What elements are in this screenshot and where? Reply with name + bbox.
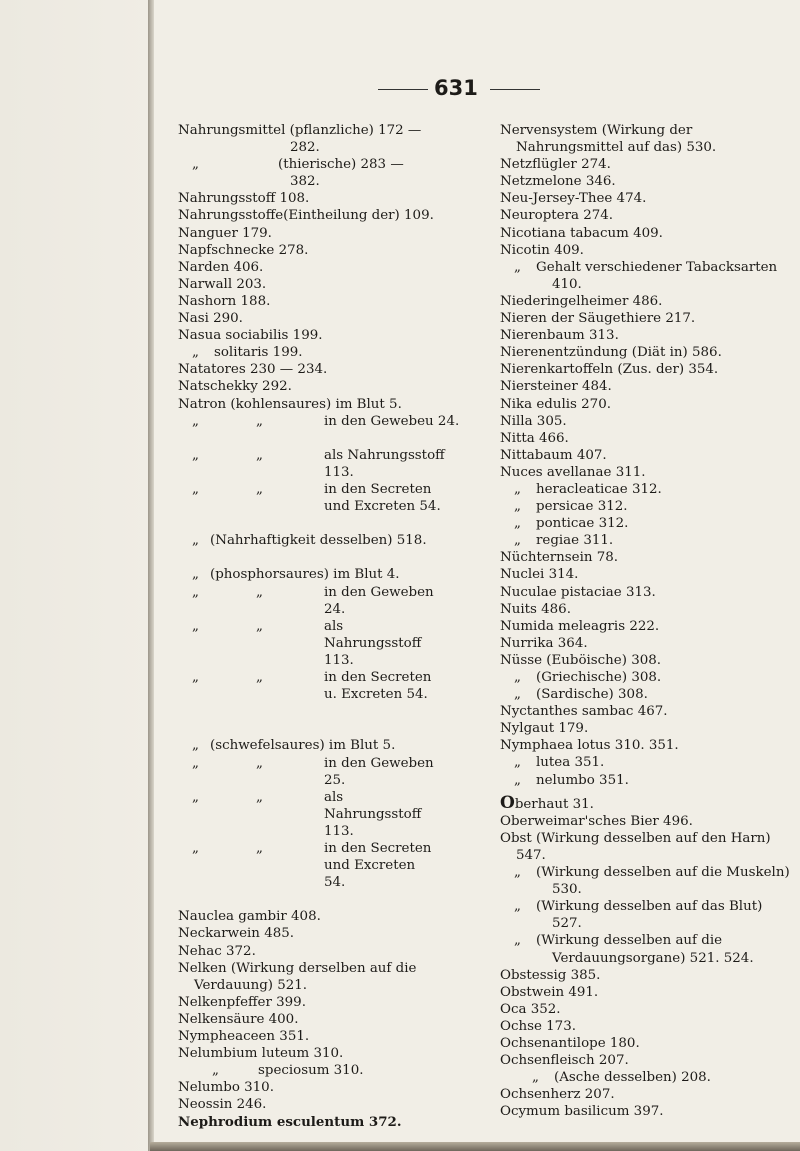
ditto-mark: „ <box>514 755 521 771</box>
ditto-mark: „ <box>514 533 521 549</box>
index-entry: Ochsenfleisch 207. <box>500 1053 629 1069</box>
index-entry: Nylgaut 179. <box>500 721 589 737</box>
ditto-mark: „ <box>514 687 521 703</box>
index-entry: Ochsenherz 207. <box>500 1087 615 1103</box>
page-number: 631 <box>434 76 478 100</box>
book-spine <box>148 0 154 1151</box>
ditto-mark: „ <box>256 584 263 600</box>
ditto-mark: „ <box>256 789 263 805</box>
header-rule-left <box>378 89 428 90</box>
index-entry: heracleaticae 312. <box>536 481 662 497</box>
index-entry: Netzflügler 274. <box>500 157 611 173</box>
index-entry: Nympheaceen 351. <box>178 1029 310 1045</box>
index-entry: Nicotiana tabacum 409. <box>500 225 663 241</box>
ditto-mark: „ <box>532 1070 539 1086</box>
index-entry: Neossin 246. <box>178 1097 267 1113</box>
ditto-mark: „ <box>514 259 521 275</box>
natron-sub <box>178 413 483 447</box>
ditto-mark: „ <box>192 533 199 549</box>
index-entry: Neuroptera 274. <box>500 208 614 224</box>
ditto-mark: „ <box>256 413 263 429</box>
ditto-mark: „ <box>192 567 199 583</box>
index-entry: Nuculae pistaciae 313. <box>500 584 656 600</box>
ditto-mark: „ <box>256 618 263 634</box>
index-entry: Numida meleagris 222. <box>500 618 660 634</box>
natron-sub <box>178 447 483 481</box>
natron-sub <box>178 532 483 566</box>
index-entry: Nittabaum 407. <box>500 447 607 463</box>
index-entry: Neckarwein 485. <box>178 926 295 942</box>
index-entry: (phosphorsaures) im Blut 4. <box>210 567 400 583</box>
index-entry: Netzmelone 346. <box>500 174 616 190</box>
index-entry: ponticae 312. <box>536 516 629 532</box>
index-column-left <box>178 122 483 1131</box>
index-entry: Nelumbium luteum 310. <box>178 1046 344 1062</box>
index-entry: Nervensystem (Wirkung der Nahrungsmittel auf das) 530. <box>500 123 717 156</box>
ditto-mark: „ <box>256 670 263 686</box>
index-entry: Nilla 305. <box>500 413 567 429</box>
ditto-mark: „ <box>514 516 521 532</box>
ditto-mark: „ <box>192 413 199 429</box>
index-entry: Nelken (Wirkung derselben auf die Verdauung) 521. <box>178 960 417 993</box>
index-entry: Nelkenpfeffer 399. <box>178 994 306 1010</box>
index-entry: in den Secreten und Excreten 54. <box>324 841 432 891</box>
natron-sub <box>178 566 483 583</box>
index-entry: in den Secreten und Excreten 54. <box>324 481 441 515</box>
natron-sub <box>178 618 483 669</box>
index-entry: Nuces avellanae 311. <box>500 464 646 480</box>
index-entry: als Nahrungsstoff 113. <box>324 618 422 668</box>
index-entry: Nehac 372. <box>178 943 256 959</box>
index-entry: Obst (Wirkung desselben auf den Harn) 547. <box>500 830 771 863</box>
ditto-mark: „ <box>192 670 199 686</box>
ditto-mark: „ <box>514 670 521 685</box>
index-entry: Nuclei 314. <box>500 567 579 583</box>
index-entry-cont: 382. <box>290 174 320 190</box>
index-entry: Nieren der Säugethiere 217. <box>500 311 696 327</box>
index-entry: in den Gewebeu 24. <box>324 413 460 429</box>
index-entry: (Asche desselben) 208. <box>554 1070 711 1086</box>
ditto-mark: „ <box>514 865 521 881</box>
index-entry: Nyctanthes sambac 467. <box>500 704 668 720</box>
index-entry: (schwefelsaures) im Blut 5. <box>210 738 396 754</box>
index-entry: (Griechische) 308. <box>536 670 662 685</box>
index-entry: Nephrodium esculentum 372. <box>178 1113 402 1130</box>
natron-sub <box>178 789 483 840</box>
ditto-mark: „ <box>192 481 199 497</box>
index-entry: in den Geweben 24. <box>324 584 434 617</box>
index-entry: persicae 312. <box>536 499 628 515</box>
index-entry: Nahrungsmittel (pflanzliche) 172 — <box>178 123 422 138</box>
ditto-mark: „ <box>256 447 263 463</box>
index-entry: Nüchternsein 78. <box>500 550 619 566</box>
natron-sub <box>178 584 483 618</box>
index-entry: Nahrungsstoff 108. <box>178 191 310 207</box>
index-entry: regiae 311. <box>536 533 614 549</box>
index-entry: Nuits 486. <box>500 601 571 617</box>
index-entry: Nicotin 409. <box>500 242 584 258</box>
index-entry: Narwall 203. <box>178 276 267 292</box>
index-entry: Nasua sociabilis 199. <box>178 328 323 344</box>
index-entry: Nauclea gambir 408. <box>178 909 321 925</box>
index-entry: speciosum 310. <box>258 1063 364 1079</box>
natron-sub <box>178 669 483 737</box>
section-initial: O <box>500 792 515 813</box>
index-entry: Oberweimar'sches Bier 496. <box>500 813 693 829</box>
index-entry: Ochse 173. <box>500 1018 576 1034</box>
ditto-mark: „ <box>192 841 199 856</box>
index-entry: Gehalt verschiedener Tabacksarten 410. <box>536 259 778 292</box>
index-entry: berhaut 31. <box>514 796 594 812</box>
ditto-mark: „ <box>256 755 263 771</box>
index-entry: (Wirkung desselben auf die Muskeln) 530. <box>536 865 790 898</box>
index-entry: Nelkensäure 400. <box>178 1011 299 1027</box>
index-entry: Natatores 230 — 234. <box>178 362 328 378</box>
ditto-mark: „ <box>192 447 199 463</box>
index-entry: Natschekky 292. <box>178 379 292 395</box>
index-entry: Narden 406. <box>178 259 264 275</box>
ditto-mark: „ <box>514 499 521 515</box>
index-entry: Nüsse (Euböische) 308. <box>500 652 662 668</box>
page-bottom-edge <box>150 1142 800 1151</box>
index-entry: Niederingelheimer 486. <box>500 293 663 309</box>
index-entry: in den Geweben 25. <box>324 755 434 788</box>
index-entry: Napfschnecke 278. <box>178 242 309 258</box>
ditto-mark: „ <box>514 772 521 788</box>
index-entry: Natron (kohlensaures) im Blut 5. <box>178 396 402 412</box>
facing-page-bleed <box>0 0 150 1151</box>
index-entry: Nierenentzündung (Diät in) 586. <box>500 345 722 361</box>
ditto-mark: „ <box>192 738 199 754</box>
ditto-mark: „ <box>514 933 521 949</box>
index-entry: Oca 352. <box>500 1001 561 1017</box>
index-entry: Ochsenantilope 180. <box>500 1035 640 1051</box>
index-entry: Obstessig 385. <box>500 967 601 983</box>
index-entry: in den Secreten u. Excreten 54. <box>324 670 432 703</box>
ditto-mark: „ <box>514 481 521 497</box>
ditto-mark: „ <box>192 345 199 361</box>
natron-sub <box>178 840 483 908</box>
index-entry: Nashorn 188. <box>178 293 271 309</box>
ditto-mark: „ <box>256 481 263 497</box>
index-entry: Nurrika 364. <box>500 635 588 651</box>
index-entry: Obstwein 491. <box>500 984 599 1000</box>
ditto-mark: „ <box>192 584 199 600</box>
index-entry: als Nahrungsstoff 113. <box>324 447 445 480</box>
index-entry: Ocymum basilicum 397. <box>500 1104 664 1120</box>
index-entry: Niersteiner 484. <box>500 379 612 395</box>
ditto-mark: „ <box>192 755 199 771</box>
ditto-mark: „ <box>212 1063 219 1079</box>
index-entry: Nierenbaum 313. <box>500 328 619 344</box>
index-entry: Nahrungsstoffe(Eintheilung der) 109. <box>178 208 434 224</box>
ditto-mark: „ <box>256 841 263 856</box>
ditto-mark: „ <box>192 789 199 805</box>
ditto-mark: „ <box>192 618 199 634</box>
index-entry: Nierenkartoffeln (Zus. der) 354. <box>500 362 719 378</box>
index-entry: Nelumbo 310. <box>178 1080 274 1096</box>
header-rule-right <box>490 89 540 90</box>
natron-sub <box>178 737 483 754</box>
index-entry: (Wirkung desselben auf das Blut) 527. <box>536 899 763 932</box>
index-entry: Nika edulis 270. <box>500 396 611 412</box>
index-entry: (Wirkung desselben auf die Verdauungsorgane) 521. 524. <box>536 933 754 966</box>
index-entry: (thierische) 283 — <box>278 157 404 173</box>
index-entry: als Nahrungsstoff 113. <box>324 789 422 839</box>
ditto-mark: „ <box>192 157 199 173</box>
index-entry: Neu-Jersey-Thee 474. <box>500 191 647 207</box>
index-entry: lutea 351. <box>536 755 605 771</box>
index-entry: (Nahrhaftigkeit desselben) 518. <box>210 533 427 549</box>
index-entry: Nanguer 179. <box>178 225 272 241</box>
index-entry: Nymphaea lotus 310. 351. <box>500 738 679 754</box>
index-column-right <box>500 122 795 1120</box>
index-entry: Nitta 466. <box>500 430 569 446</box>
natron-sub <box>178 755 483 789</box>
index-entry-cont: 282. <box>290 140 320 156</box>
index-entry: Nasi 290. <box>178 311 243 327</box>
index-entry: (Sardische) 308. <box>536 687 648 703</box>
index-entry: solitaris 199. <box>214 345 303 361</box>
natron-sub <box>178 481 483 532</box>
ditto-mark: „ <box>514 899 521 915</box>
index-entry: nelumbo 351. <box>536 772 629 788</box>
